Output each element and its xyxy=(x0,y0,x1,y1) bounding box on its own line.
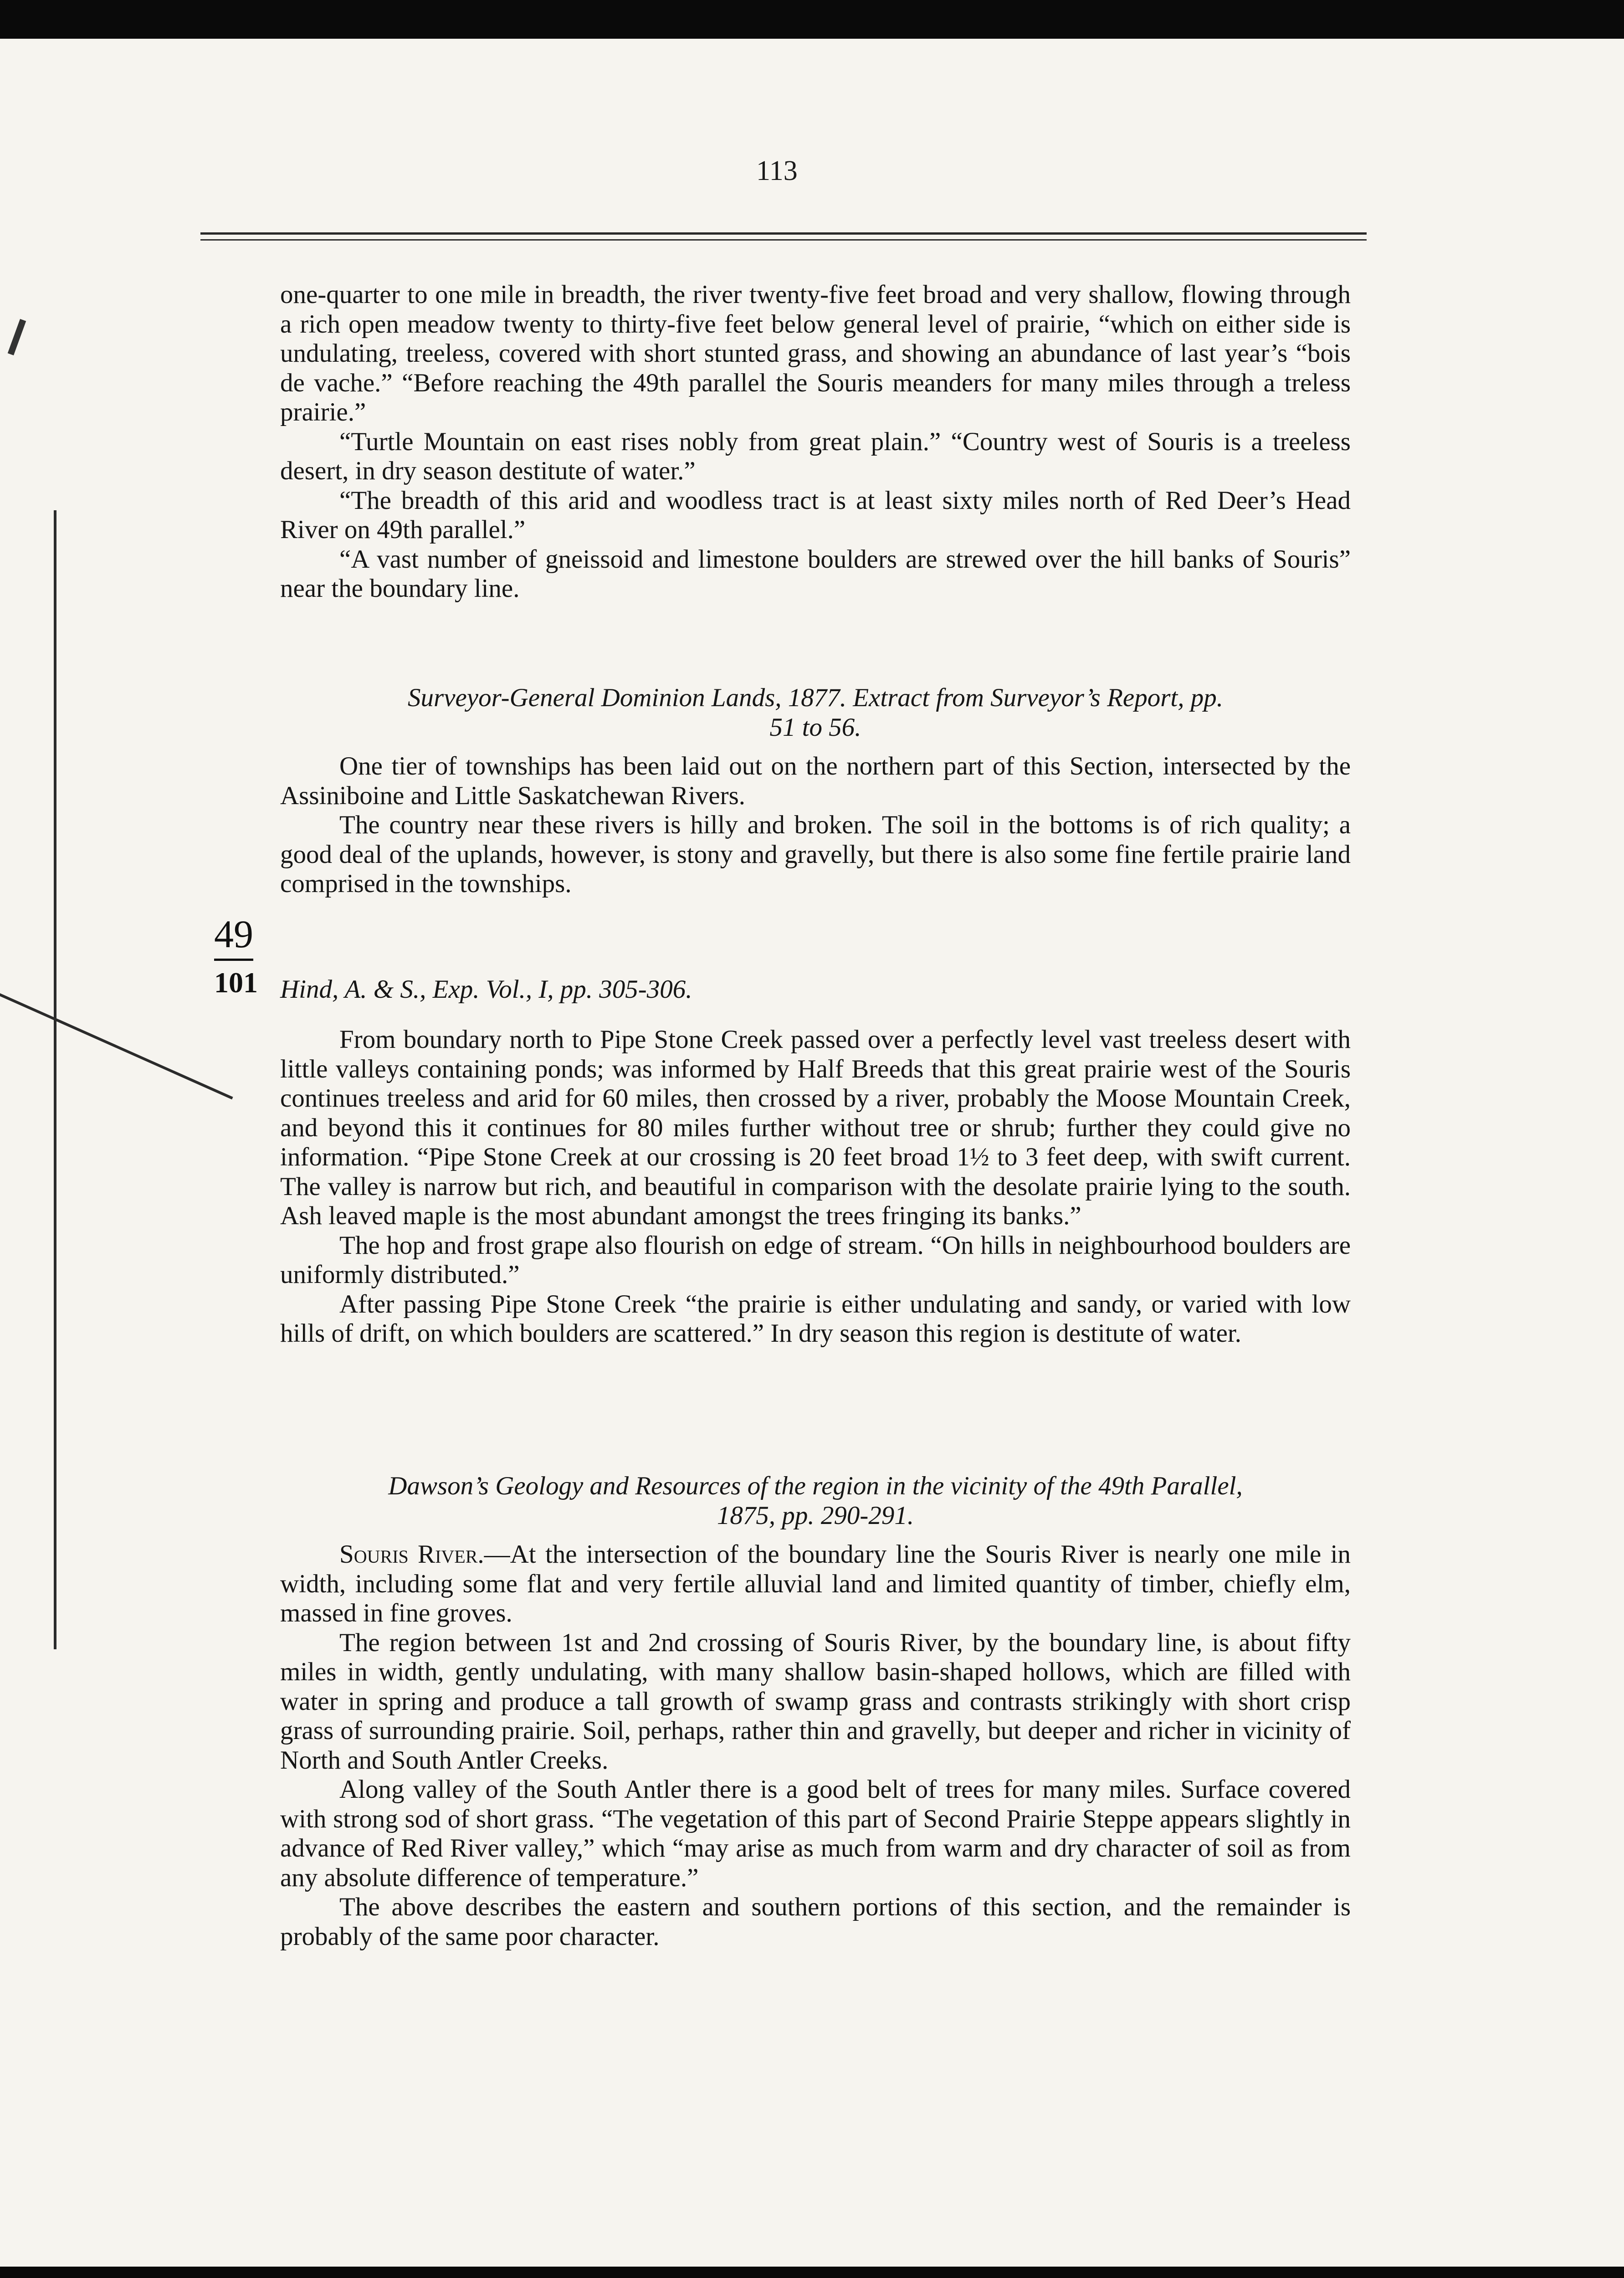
text-block-1 xyxy=(280,280,1351,604)
header-rule xyxy=(200,232,1367,241)
paragraph-text: —At the intersection of the boundary line the Souris River is nearly one mile in width, including some flat and very fertile alluvial land and limited quantity of timber, chiefly elm, massed in fine groves. xyxy=(280,1540,1351,1627)
citation-line: Surveyor-General Dominion Lands, 1877. Extract from Surveyor’s Report, pp. xyxy=(408,683,1223,712)
paragraph: one-quarter to one mile in breadth, the river twenty-five feet broad and very shallow, flowing through a rich open meadow twenty to thirty-five feet below general level of prairie, “which on either side is undulating, treeless, covered with short stunted grass, and showing an abundance of last year’s “bois de vache.” “Before reaching the 49th parallel the Souris meanders for many miles through a treless prairie.” xyxy=(280,280,1351,426)
citation-line: Hind, A. & S., Exp. Vol., I, pp. 305-306. xyxy=(280,975,692,1004)
citation-hind xyxy=(280,975,1351,1005)
paragraph: From boundary north to Pipe Stone Creek passed over a perfectly level vast treeless desert with little valleys containing ponds; was informed by Half Breeds that this great prairie west of the Souris continues treeless and arid for 60 miles, then crossed by a river, probably the Moose Mountain Creek, and beyond this it continues for 80 miles further without tree or shrub; further they could give no information. “Pipe Stone Creek at our crossing is 20 feet broad 1½ to 3 feet deep, with swift current. The valley is narrow but rich, and beautiful in comparison with the desolate prairie lying to the south. Ash leaved maple is the most abundant amongst the trees fringing its banks.” xyxy=(280,1025,1351,1230)
run-in-heading: Souris River. xyxy=(339,1540,484,1569)
citation-pages: 51 to 56. xyxy=(769,713,861,742)
paragraph: The region between 1st and 2nd crossing of Souris River, by the boundary line, is about fifty miles in width, gently undulating, with many shallow basin-shaped hollows, which are filled with water in spring and produce a tall growth of swamp grass and contrasts strikingly with short crisp grass of surrounding prairie. Soil, perhaps, rather thin and gravelly, but deeper and richer in vicinity of North and South Antler Creeks. xyxy=(280,1628,1351,1775)
paragraph: “Turtle Mountain on east rises nobly from great plain.” “Country west of Souris is a treeless desert, in dry season destitute of water.” xyxy=(280,427,1351,485)
paragraph: After passing Pipe Stone Creek “the prairie is either undulating and sandy, or varied with low hills of drift, on which boulders are scattered.” In dry season this region is destitute of water. xyxy=(280,1289,1351,1348)
paragraph: The country near these rivers is hilly and broken. The soil in the bottoms is of rich quality; a good deal of the uplands, however, is stony and gravelly, but there is also some fine fertile prairie land comprised in the townships. xyxy=(280,811,1351,898)
section-number: 49 xyxy=(214,911,253,961)
text-block-4 xyxy=(280,1540,1351,1951)
citation-line: Dawson’s Geology and Resources of the region in the vicinity of the 49th Parallel, xyxy=(388,1472,1243,1500)
paragraph: “A vast number of gneissoid and limestone boulders are strewed over the hill banks of Souris” near the boundary line. xyxy=(280,544,1351,603)
paragraph: The hop and frost grape also flourish on edge of stream. “On hills in neighbourhood boulders are uniformly distributed.” xyxy=(280,1231,1351,1289)
paragraph: The above describes the eastern and southern portions of this section, and the remainder is probably of the same poor character. xyxy=(280,1893,1351,1951)
page-number: 113 xyxy=(756,155,798,186)
scan-bottom-border xyxy=(0,2267,1624,2278)
citation-pages: 1875, pp. 290-291. xyxy=(717,1501,914,1530)
paragraph xyxy=(280,1540,1351,1628)
text-block-3 xyxy=(280,1025,1351,1349)
paragraph: “The breadth of this arid and woodless tract is at least sixty miles north of Red Deer’s Head River on 49th parallel.” xyxy=(280,486,1351,544)
margin-bracket-line xyxy=(54,510,56,1649)
text-block-2 xyxy=(280,752,1351,899)
scan-top-border xyxy=(0,0,1624,39)
paragraph: Along valley of the South Antler there is a good belt of trees for many miles. Surface covered with strong sod of short grass. “The vegetation of this part of Second Prairie Steppe appears slightly in advance of Red River valley,” which “may arise as much from warm and dry character of soil as from any absolute difference of temperature.” xyxy=(280,1775,1351,1892)
citation-surveyor-general xyxy=(280,683,1351,742)
citation-dawson xyxy=(280,1472,1351,1530)
paragraph: One tier of townships has been laid out on the northern part of this Section, intersected by the Assiniboine and Little Saskatchewan Rivers. xyxy=(280,752,1351,810)
section-subnumber: 101 xyxy=(214,966,258,999)
